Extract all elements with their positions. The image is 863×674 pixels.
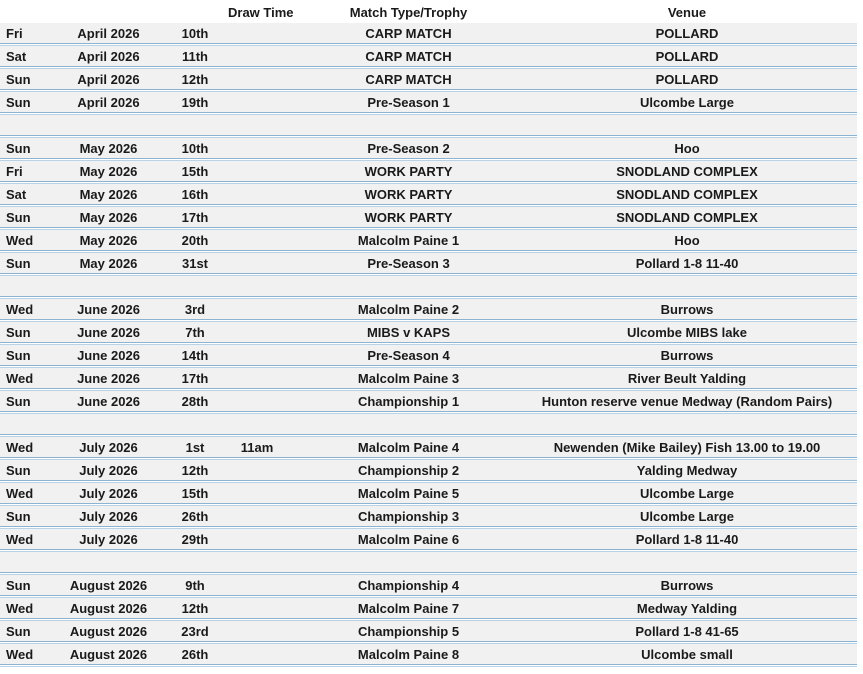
table-row — [0, 460, 857, 480]
match-type-cell: Championship 2 — [357, 463, 460, 478]
date-cell: 16th — [181, 187, 209, 202]
draw-time-cell — [228, 368, 286, 388]
venue-cell: Hunton reserve venue Medway (Random Pairs) — [541, 394, 833, 409]
header-venue: Venue — [667, 5, 707, 20]
day-cell: Sun — [6, 509, 31, 524]
draw-time-cell — [228, 506, 286, 526]
match-type-cell: MIBS v KAPS — [366, 325, 451, 340]
match-type-cell: Championship 5 — [357, 624, 460, 639]
date-cell: 20th — [181, 233, 209, 248]
venue-cell: River Beult Yalding — [627, 371, 747, 386]
venue-cell: Newenden (Mike Bailey) Fish 13.00 to 19.00 — [553, 440, 821, 455]
venue-cell: SNODLAND COMPLEX — [616, 164, 758, 179]
venue-cell: Pollard 1-8 11-40 — [635, 256, 739, 271]
venue-cell: POLLARD — [655, 49, 719, 64]
header-match-type: Match Type/Trophy — [349, 5, 468, 20]
month-cell: May 2026 — [79, 164, 138, 179]
table-row — [0, 575, 857, 595]
day-cell: Sun — [6, 210, 31, 225]
day-cell: Sun — [6, 95, 31, 110]
month-cell: May 2026 — [79, 233, 138, 248]
venue-cell: Pollard 1-8 11-40 — [635, 532, 739, 547]
match-type-cell: WORK PARTY — [364, 210, 453, 225]
month-cell: April 2026 — [77, 95, 140, 110]
match-type-cell: WORK PARTY — [364, 187, 453, 202]
venue-cell: Ulcombe small — [641, 647, 733, 662]
day-cell: Wed — [6, 601, 34, 616]
draw-time-cell — [228, 92, 286, 112]
draw-time-cell — [228, 391, 286, 411]
draw-time-cell — [228, 184, 286, 204]
venue-cell: Burrows — [660, 348, 714, 363]
draw-time-cell — [228, 575, 286, 595]
day-cell: Sun — [6, 394, 31, 409]
table-row — [0, 46, 857, 66]
date-cell: 17th — [181, 210, 209, 225]
table-row — [0, 322, 857, 342]
draw-time-cell: 11am — [240, 440, 274, 455]
month-cell: August 2026 — [69, 601, 148, 616]
day-cell: Wed — [6, 371, 34, 386]
venue-cell: Ulcombe MIBS lake — [627, 325, 747, 340]
venue-cell: POLLARD — [655, 72, 719, 87]
date-cell: 12th — [181, 463, 209, 478]
draw-time-cell — [228, 644, 286, 664]
date-cell: 23rd — [181, 624, 209, 639]
match-type-cell: Pre-Season 1 — [367, 95, 450, 110]
row-divider — [0, 664, 857, 667]
month-cell: July 2026 — [79, 463, 138, 478]
table-row — [0, 506, 857, 526]
venue-cell: Ulcombe Large — [640, 509, 734, 524]
date-cell: 7th — [185, 325, 205, 340]
day-cell: Sun — [6, 141, 31, 156]
date-cell: 17th — [181, 371, 209, 386]
spacer-row — [0, 115, 857, 135]
table-row — [0, 368, 857, 388]
month-cell: June 2026 — [77, 394, 140, 409]
table-row — [0, 253, 857, 273]
day-cell: Fri — [6, 164, 23, 179]
date-cell: 15th — [181, 164, 209, 179]
month-cell: May 2026 — [79, 187, 138, 202]
day-cell: Wed — [6, 440, 34, 455]
day-cell: Wed — [6, 233, 34, 248]
venue-cell: POLLARD — [655, 26, 719, 41]
match-type-cell: Malcolm Paine 5 — [357, 486, 460, 501]
date-cell: 29th — [181, 532, 209, 547]
venue-cell: Ulcombe Large — [640, 95, 734, 110]
day-cell: Sat — [6, 187, 27, 202]
table-row — [0, 345, 857, 365]
date-cell: 26th — [181, 509, 209, 524]
day-cell: Wed — [6, 647, 34, 662]
month-cell: August 2026 — [69, 624, 148, 639]
table-row — [0, 69, 857, 89]
header-row — [0, 0, 863, 23]
venue-cell: Pollard 1-8 41-65 — [635, 624, 739, 639]
draw-time-cell — [228, 322, 286, 342]
draw-time-cell — [228, 598, 286, 618]
match-type-cell: Malcolm Paine 8 — [357, 647, 460, 662]
draw-time-cell — [228, 529, 286, 549]
day-cell: Sun — [6, 624, 31, 639]
draw-time-cell — [228, 138, 286, 158]
match-type-cell: CARP MATCH — [365, 26, 452, 41]
table-row — [0, 529, 857, 549]
day-cell: Sat — [6, 49, 27, 64]
match-type-cell: Malcolm Paine 4 — [357, 440, 460, 455]
day-cell: Wed — [6, 532, 34, 547]
month-cell: July 2026 — [79, 440, 138, 455]
match-type-cell: Malcolm Paine 7 — [357, 601, 460, 616]
match-type-cell: CARP MATCH — [365, 49, 452, 64]
table-row — [0, 483, 857, 503]
draw-time-cell — [228, 253, 286, 273]
month-cell: July 2026 — [79, 486, 138, 501]
draw-time-cell — [228, 621, 286, 641]
venue-cell: Medway Yalding — [636, 601, 738, 616]
table-row — [0, 644, 857, 664]
month-cell: May 2026 — [79, 256, 138, 271]
match-type-cell: Malcolm Paine 3 — [357, 371, 460, 386]
venue-cell: Ulcombe Large — [640, 486, 734, 501]
month-cell: June 2026 — [77, 325, 140, 340]
day-cell: Fri — [6, 26, 23, 41]
match-type-cell: Malcolm Paine 2 — [357, 302, 460, 317]
match-type-cell: Malcolm Paine 1 — [357, 233, 460, 248]
date-cell: 10th — [181, 26, 209, 41]
date-cell: 14th — [181, 348, 209, 363]
table-row — [0, 23, 857, 43]
date-cell: 10th — [181, 141, 209, 156]
header-draw-time: Draw Time — [228, 5, 294, 20]
venue-cell: Yalding Medway — [636, 463, 738, 478]
venue-cell: SNODLAND COMPLEX — [616, 187, 758, 202]
venue-cell: SNODLAND COMPLEX — [616, 210, 758, 225]
date-cell: 15th — [181, 486, 209, 501]
day-cell: Wed — [6, 302, 34, 317]
spacer-row — [0, 552, 857, 572]
spacer-row — [0, 276, 857, 296]
month-cell: June 2026 — [77, 371, 140, 386]
draw-time-cell — [228, 483, 286, 503]
venue-cell: Hoo — [674, 233, 700, 248]
spacer-row — [0, 414, 857, 434]
table-row — [0, 230, 857, 250]
date-cell: 26th — [181, 647, 209, 662]
match-type-cell: Pre-Season 2 — [367, 141, 450, 156]
table-row — [0, 138, 857, 158]
month-cell: August 2026 — [69, 578, 148, 593]
table-row — [0, 92, 857, 112]
match-type-cell: Pre-Season 4 — [367, 348, 450, 363]
month-cell: May 2026 — [79, 210, 138, 225]
table-row — [0, 391, 857, 411]
draw-time-cell — [228, 345, 286, 365]
month-cell: July 2026 — [79, 532, 138, 547]
table-row — [0, 184, 857, 204]
table-row — [0, 621, 857, 641]
month-cell: July 2026 — [79, 509, 138, 524]
match-type-cell: WORK PARTY — [364, 164, 453, 179]
day-cell: Sun — [6, 578, 31, 593]
date-cell: 31st — [181, 256, 209, 271]
date-cell: 11th — [181, 49, 208, 64]
month-cell: June 2026 — [77, 302, 140, 317]
table-edge — [857, 0, 863, 674]
draw-time-cell — [228, 460, 286, 480]
date-cell: 19th — [181, 95, 209, 110]
draw-time-cell — [228, 207, 286, 227]
month-cell: August 2026 — [69, 647, 148, 662]
date-cell: 1st — [185, 440, 205, 455]
draw-time-cell — [228, 299, 286, 319]
venue-cell: Burrows — [660, 302, 714, 317]
date-cell: 12th — [181, 72, 209, 87]
date-cell: 9th — [185, 578, 205, 593]
match-type-cell: Championship 4 — [357, 578, 460, 593]
table-row — [0, 299, 857, 319]
table-row — [0, 207, 857, 227]
venue-cell: Burrows — [660, 578, 714, 593]
draw-time-cell — [228, 69, 286, 89]
draw-time-cell — [228, 230, 286, 250]
match-type-cell: Malcolm Paine 6 — [357, 532, 460, 547]
day-cell: Wed — [6, 486, 34, 501]
table-row — [0, 437, 857, 457]
match-type-cell: CARP MATCH — [365, 72, 452, 87]
draw-time-cell — [228, 46, 286, 66]
month-cell: April 2026 — [77, 26, 140, 41]
date-cell: 28th — [181, 394, 209, 409]
draw-time-cell — [228, 23, 286, 43]
venue-cell: Hoo — [674, 141, 700, 156]
month-cell: June 2026 — [77, 348, 140, 363]
date-cell: 12th — [181, 601, 209, 616]
day-cell: Sun — [6, 256, 31, 271]
match-type-cell: Championship 3 — [357, 509, 460, 524]
date-cell: 3rd — [184, 302, 206, 317]
draw-time-cell — [228, 161, 286, 181]
match-type-cell: Championship 1 — [357, 394, 460, 409]
day-cell: Sun — [6, 348, 31, 363]
month-cell: April 2026 — [77, 72, 140, 87]
table-row — [0, 161, 857, 181]
day-cell: Sun — [6, 72, 31, 87]
table-row — [0, 598, 857, 618]
match-type-cell: Pre-Season 3 — [367, 256, 450, 271]
month-cell: May 2026 — [79, 141, 138, 156]
day-cell: Sun — [6, 463, 31, 478]
day-cell: Sun — [6, 325, 31, 340]
month-cell: April 2026 — [77, 49, 140, 64]
